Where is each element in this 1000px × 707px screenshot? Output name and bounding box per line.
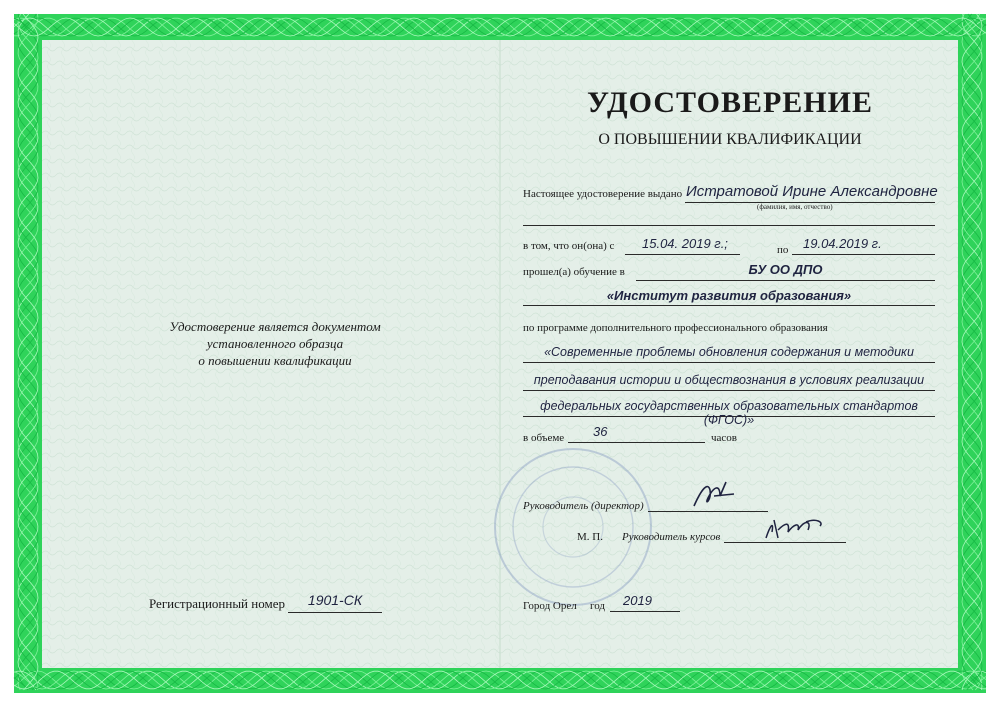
trained-label: прошел(а) обучение в <box>523 266 625 278</box>
issued-label: Настоящее удостоверение выдано <box>523 188 683 200</box>
director-label: Руководитель (директор) <box>523 500 644 512</box>
recipient-name: Истратовой Ирине Александровне <box>686 183 938 200</box>
program-underline-1 <box>523 362 935 363</box>
name-caption: (фамилия, имя, отчество) <box>757 203 833 211</box>
period-to-label: по <box>777 244 789 256</box>
city-label: Город Орел <box>523 600 577 612</box>
date-to-underline <box>792 254 935 255</box>
statement-line: установленного образца <box>206 336 344 351</box>
statement-line: о повышении квалификации <box>198 353 352 368</box>
director-signature <box>690 478 740 512</box>
certificate-subtitle: О ПОВЫШЕНИИ КВАЛИФИКАЦИИ <box>598 131 862 148</box>
date-from: 15.04. 2019 г.; <box>642 236 728 251</box>
institution-underline-2 <box>523 305 935 306</box>
year-value: 2019 <box>623 593 652 608</box>
course-head-signature <box>760 512 830 546</box>
institution-line-2: «Институт развития образования» <box>606 288 852 303</box>
volume-underline <box>568 442 705 443</box>
course-head-label: Руководитель курсов <box>622 531 721 543</box>
registration-label: Регистрационный номер <box>149 596 285 611</box>
program-underline-2 <box>523 390 935 391</box>
institution-line-1: БУ ОО ДПО <box>748 262 823 277</box>
program-line-3: федеральных государственных образовательных стандартов (ФГОС)» <box>540 399 918 427</box>
period-label: в том, что он(она) с <box>523 240 615 252</box>
hours-label: часов <box>711 432 737 444</box>
mp-label: М. П. <box>577 531 603 543</box>
official-stamp <box>488 442 658 612</box>
certificate-title: УДОСТОВЕРЕНИЕ <box>587 86 873 119</box>
institution-underline-1 <box>636 280 935 281</box>
left-statement <box>130 318 420 369</box>
program-line-2: преподавания истории и обществознания в условиях реализации <box>533 373 925 387</box>
blank-underline <box>523 225 935 226</box>
program-line-1: «Современные проблемы обновления содержания и методики <box>544 345 914 359</box>
volume-hours: 36 <box>593 424 608 439</box>
statement-line: Удостоверение является документом <box>169 319 381 334</box>
registration-number: 1901-СК <box>307 592 363 608</box>
volume-label: в объеме <box>523 432 565 444</box>
program-label: по программе дополнительного профессионального образования <box>523 322 828 334</box>
date-from-underline <box>625 254 740 255</box>
date-to: 19.04.2019 г. <box>803 236 882 251</box>
year-label: год <box>590 600 606 612</box>
registration-underline <box>288 612 382 613</box>
year-underline <box>610 611 680 612</box>
